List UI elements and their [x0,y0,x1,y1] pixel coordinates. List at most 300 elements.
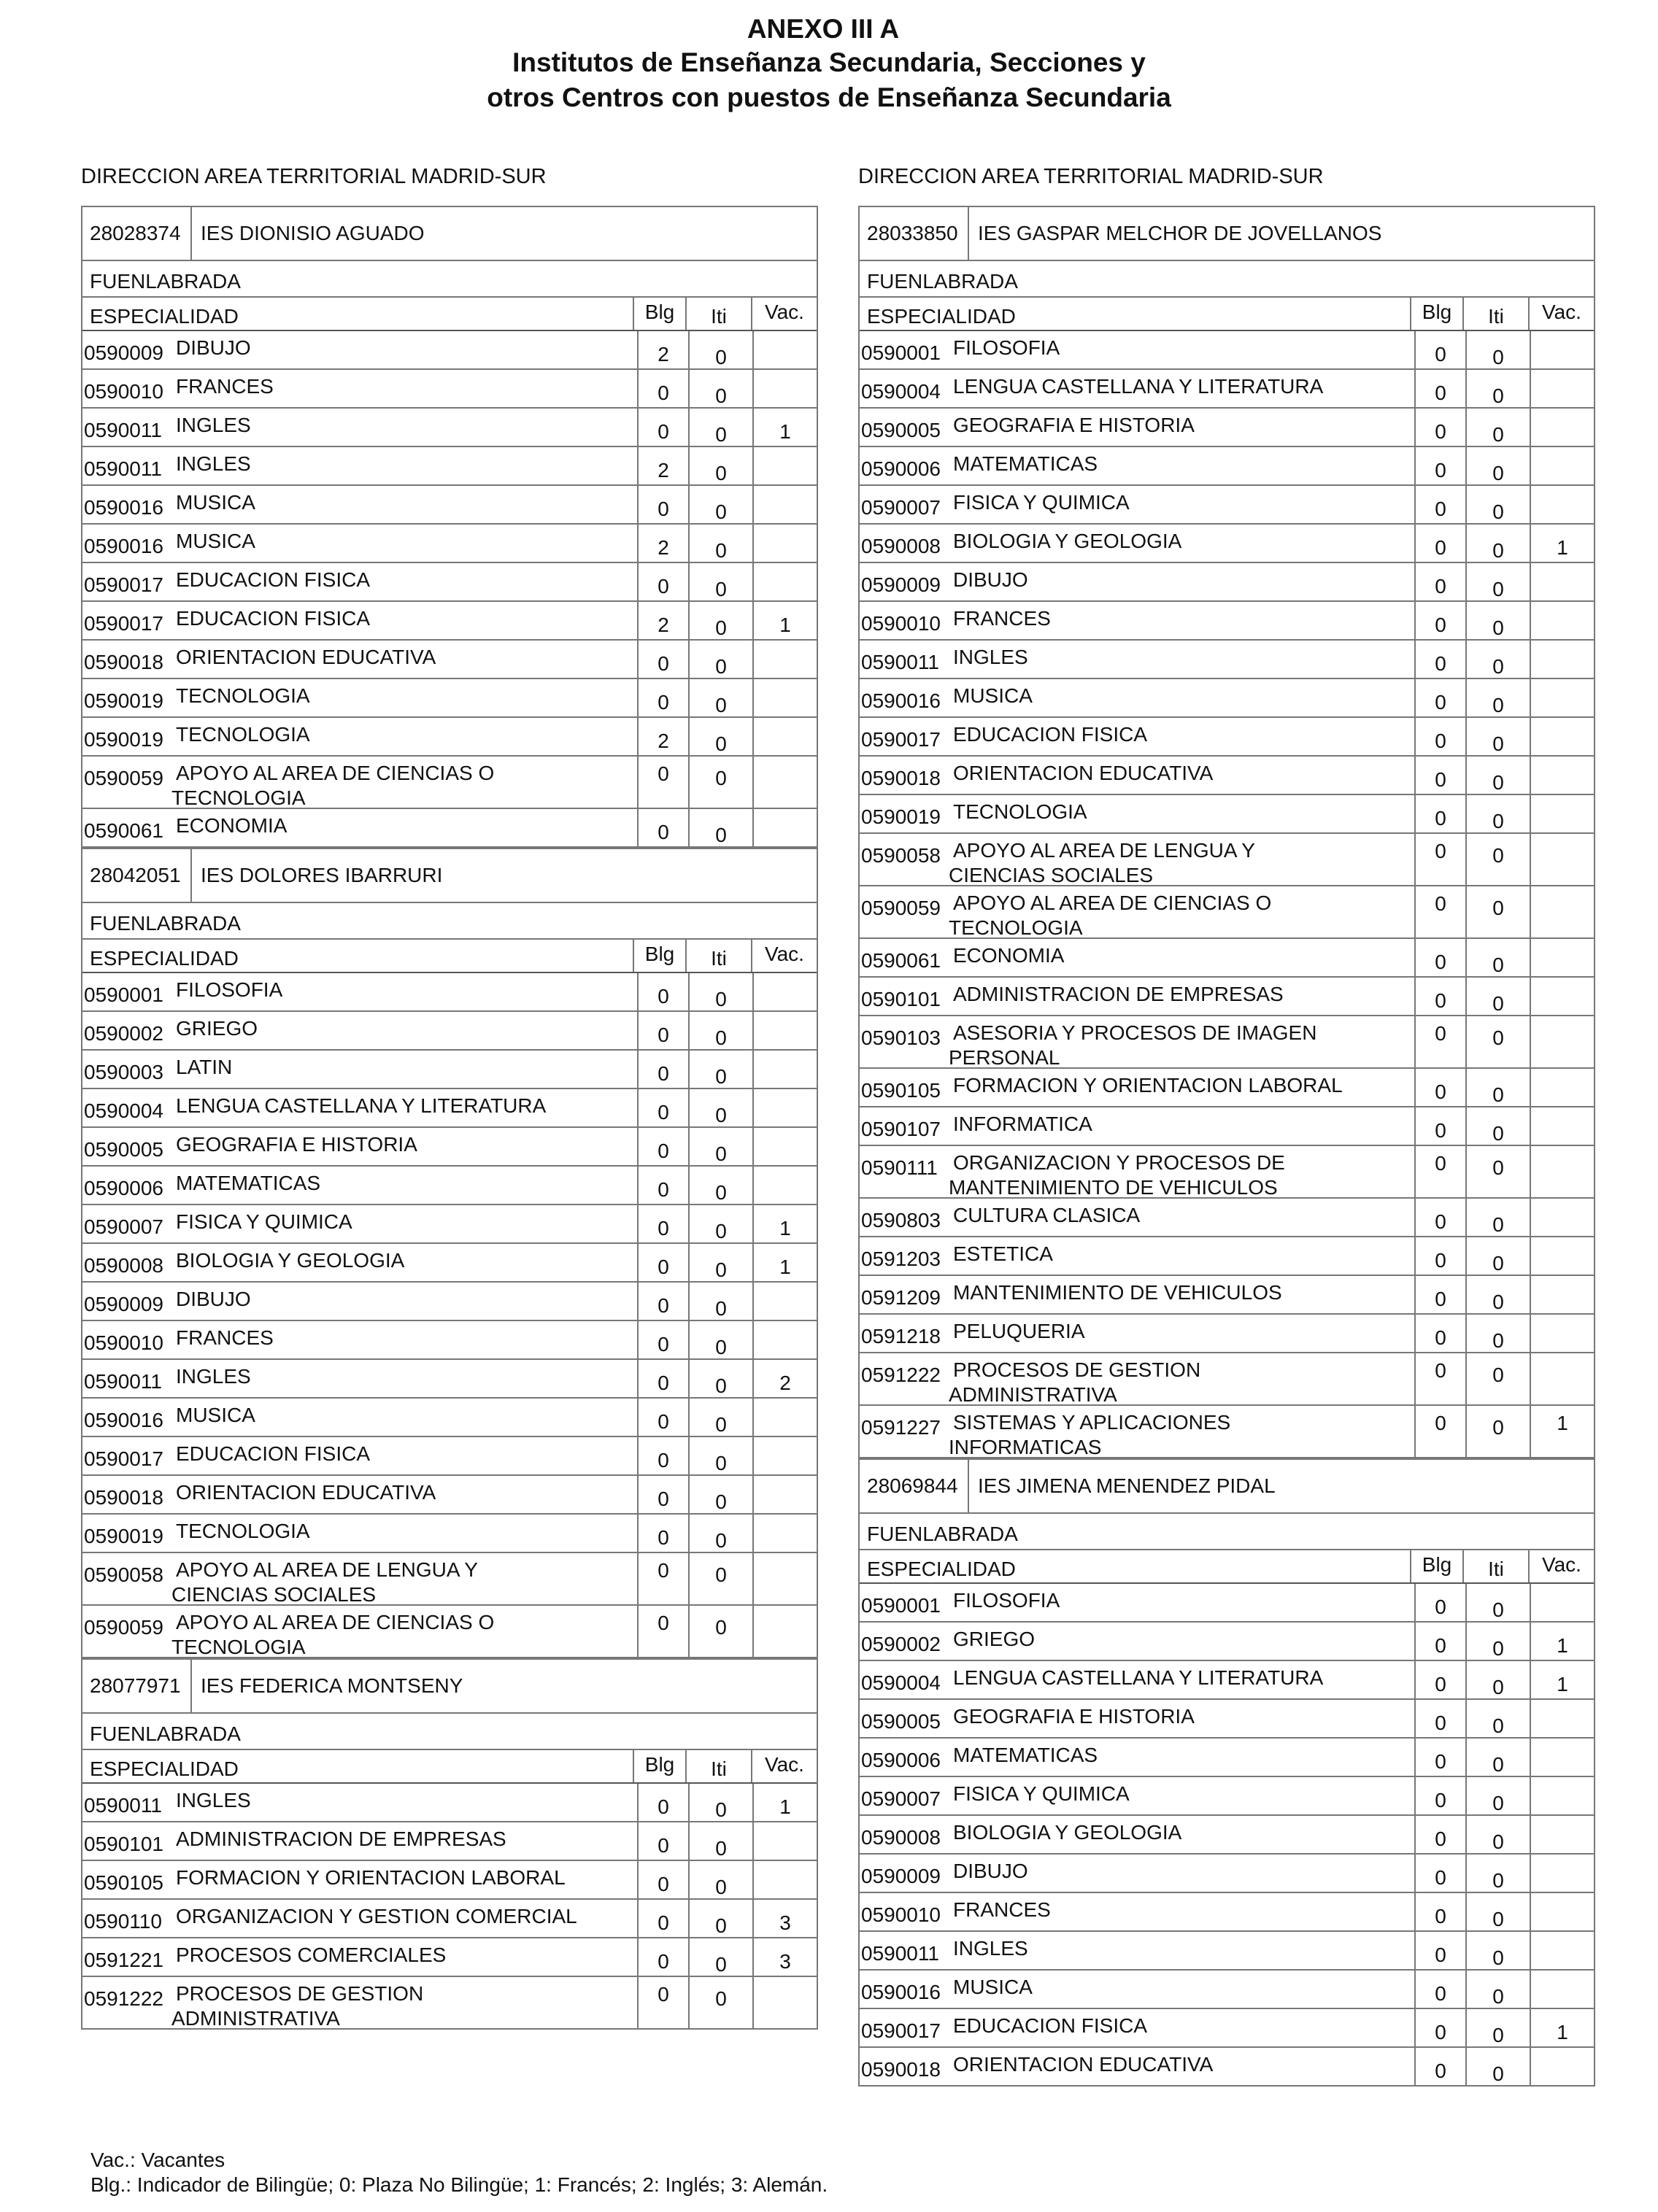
vac-value: 1 [1530,1623,1594,1660]
table-row [860,1700,1594,1739]
table-row [82,602,817,641]
center-name: IES GASPAR MELCHOR DE JOVELLANOS [978,222,1382,244]
table-header [82,298,817,331]
specialty-code: 0590008 [861,1826,941,1849]
blg-value: 2 [637,447,688,484]
vac-value: 1 [752,1244,817,1281]
specialty-name-line1: TECNOLOGIA [176,684,310,707]
iti-value: 0 [688,1167,752,1204]
table-row [860,1146,1594,1199]
iti-value: 0 [688,718,752,755]
specialty-name-line1: FILOSOFIA [953,1589,1060,1612]
vac-value [1530,1739,1594,1776]
specialty-code: 0591203 [861,1248,941,1270]
vac-value [752,757,817,808]
area-label: DIRECCION AREA TERRITORIAL MADRID-SUR [858,165,1324,188]
blg-value: 0 [1414,602,1465,639]
table-row [82,809,817,848]
specialty-name [176,1205,637,1242]
iti-value: 0 [688,1515,752,1552]
specialty-code: 0590006 [861,1749,941,1771]
iti-value: 0 [1465,2048,1530,2085]
table-row [860,1315,1594,1353]
specialty-name-line1: GEOGRAFIA E HISTORIA [953,414,1195,436]
table-row [860,1739,1594,1777]
document-header [0,13,1658,115]
specialty-name-line2: INFORMATICAS [949,1436,1102,1458]
specialty-name-line1: MUSICA [953,684,1033,707]
header-vac: Vac. [751,1750,817,1782]
specialty-name-line1: BIOLOGIA Y GEOLOGIA [953,1821,1182,1844]
vac-value [752,1051,817,1088]
specialty-name [953,1584,1414,1621]
iti-value: 0 [688,602,752,639]
iti-value: 0 [1465,1777,1530,1814]
specialty-name-line1: TECNOLOGIA [953,800,1087,823]
iti-value: 0 [688,1089,752,1126]
table-row [860,1406,1594,1458]
blg-value: 0 [1414,1276,1465,1313]
table-row [860,1584,1594,1623]
specialty-code: 0590017 [84,1447,164,1470]
vac-value [1530,331,1594,368]
vac-value [752,641,817,678]
specialty-name-line1: MUSICA [176,491,255,514]
table-row [82,1938,817,1977]
table-row [860,1816,1594,1855]
header-vac: Vac. [751,298,817,330]
table-row [82,1515,817,1553]
specialty-name-line1: APOYO AL AREA DE CIENCIAS O [953,892,1272,914]
header-especialidad: ESPECIALIDAD [867,305,1016,328]
blg-value: 0 [637,1167,688,1204]
vac-value: 1 [1530,1406,1594,1457]
center-table [81,206,818,848]
specialty-name-line1: ESTETICA [953,1242,1053,1265]
blg-value: 0 [637,1089,688,1126]
area-label: DIRECCION AREA TERRITORIAL MADRID-SUR [81,165,547,188]
table-row [860,641,1594,679]
vac-value [1530,1971,1594,2008]
specialty-code: 0590058 [861,844,941,867]
table-row [860,1971,1594,2009]
vac-value [1530,1855,1594,1892]
iti-value: 0 [1465,1276,1530,1313]
table-row [860,1777,1594,1816]
specialty-name-line2: CIENCIAS SOCIALES [171,1583,377,1606]
specialty-name-line1: APOYO AL AREA DE LENGUA Y [953,839,1255,862]
blg-value: 0 [1414,563,1465,600]
specialty-name-line1: MUSICA [176,530,255,552]
center-header [82,1658,817,1714]
specialty-name [953,1739,1414,1776]
blg-value: 0 [1414,1107,1465,1145]
iti-value: 0 [688,1822,752,1860]
vac-value [1530,1932,1594,1969]
specialty-name [176,1476,637,1513]
specialty-name [953,370,1414,407]
blg-value: 0 [637,1128,688,1165]
specialty-name-line1: LENGUA CASTELLANA Y LITERATURA [953,1666,1324,1689]
specialty-name [949,834,1414,886]
iti-value: 0 [688,370,752,407]
table-row [860,370,1594,409]
iti-value: 0 [1465,757,1530,794]
table-row [860,978,1594,1016]
table-row [860,1932,1594,1971]
specialty-code: 0590007 [861,1787,941,1810]
blg-value: 0 [1414,447,1465,484]
specialty-name [953,795,1414,832]
table-row [860,563,1594,602]
blg-value: 0 [1414,1315,1465,1352]
blg-value: 0 [1414,1816,1465,1853]
specialty-name-line1: ECONOMIA [953,944,1065,967]
table-row [860,1069,1594,1107]
blg-value: 0 [637,679,688,716]
legend-footer [90,2148,828,2197]
vac-value [752,1437,817,1474]
specialty-code: 0590018 [861,2058,941,2081]
specialty-name [953,1107,1414,1145]
iti-value: 0 [1465,486,1530,523]
specialty-name-line1: BIOLOGIA Y GEOLOGIA [176,1249,405,1272]
vac-value [1530,1777,1594,1814]
blg-value: 0 [1414,978,1465,1015]
vac-value [1530,1276,1594,1313]
header-blg: Blg [633,940,685,972]
vac-value [752,1515,817,1552]
specialty-code: 0590103 [861,1026,941,1049]
blg-value: 2 [637,525,688,562]
table-row [82,1360,817,1399]
iti-value: 0 [1465,1739,1530,1776]
vac-value [1530,679,1594,716]
specialty-code: 0590004 [861,1671,941,1694]
table-row [860,525,1594,563]
table-row [82,409,817,447]
vac-value [1530,1199,1594,1236]
table-row [860,757,1594,795]
blg-value: 0 [637,973,688,1010]
specialty-code: 0590007 [84,1215,164,1238]
specialty-name-line1: TECNOLOGIA [176,723,310,746]
specialty-name [953,1276,1414,1313]
blg-value: 2 [637,331,688,368]
vac-value [752,809,817,846]
table-row [82,1900,817,1938]
iti-value: 0 [688,679,752,716]
specialty-code: 0590008 [861,535,941,557]
specialty-name [953,486,1414,523]
iti-value: 0 [1465,1146,1530,1197]
header-vac: Vac. [1528,298,1594,330]
header-iti: Iti [685,298,751,330]
specialty-name-line1: ADMINISTRACION DE EMPRESAS [176,1828,506,1850]
blg-value: 0 [637,1321,688,1358]
iti-value: 0 [688,525,752,562]
specialty-name-line1: INGLES [953,646,1028,668]
blg-value: 0 [1414,1199,1465,1236]
iti-value: 0 [688,409,752,446]
table-row [860,2048,1594,2087]
specialty-name-line1: PELUQUERIA [953,1320,1085,1342]
town-label: FUENLABRADA [860,1514,1594,1550]
table-row [860,1199,1594,1237]
specialty-code: 0591222 [84,1987,164,2010]
center-code: 28077971 [82,1660,192,1712]
blg-value: 0 [637,1051,688,1088]
specialty-code: 0590061 [84,819,164,842]
center-table [81,1658,818,2030]
specialty-name-line1: INGLES [176,1789,251,1811]
specialty-name [953,1893,1414,1930]
specialty-code: 0590005 [861,419,941,441]
specialty-name-line1: INGLES [176,452,251,475]
header-blg: Blg [633,298,685,330]
specialty-name [953,525,1414,562]
header-especialidad: ESPECIALIDAD [90,1757,239,1780]
specialty-code: 0590008 [84,1254,164,1277]
vac-value [752,1167,817,1204]
specialty-name [176,1283,637,1320]
specialty-name [953,718,1414,755]
specialty-name-line1: INGLES [176,414,251,436]
iti-value: 0 [688,1437,752,1474]
vac-value [752,1861,817,1898]
specialty-code: 0590007 [861,496,941,519]
specialty-name [176,973,637,1010]
specialty-name-line1: FRANCES [176,1326,274,1349]
iti-value: 0 [1465,602,1530,639]
center-name: IES DOLORES IBARRURI [201,864,443,886]
vac-value [1530,486,1594,523]
blg-value: 0 [1414,1406,1465,1457]
iti-value: 0 [1465,886,1530,937]
iti-value: 0 [1465,1353,1530,1404]
specialty-name [176,718,637,755]
iti-value: 0 [1465,1016,1530,1067]
blg-value: 0 [1414,409,1465,446]
vac-value: 1 [1530,1661,1594,1698]
vac-value [1530,1016,1594,1067]
iti-value: 0 [688,331,752,368]
specialty-name [176,602,637,639]
iti-value: 0 [1465,525,1530,562]
iti-value: 0 [1465,641,1530,678]
iti-value: 0 [1465,331,1530,368]
specialty-code: 0590101 [861,988,941,1010]
vac-value [752,1321,817,1358]
specialty-name-line1: GRIEGO [176,1017,258,1040]
center-code: 28033850 [860,207,969,260]
iti-value: 0 [688,1051,752,1088]
specialty-code: 0590005 [861,1710,941,1733]
blg-value: 0 [637,1822,688,1860]
vac-value [1530,1315,1594,1352]
specialty-name [176,525,637,562]
iti-value: 0 [1465,447,1530,484]
vac-value [752,1822,817,1860]
blg-value: 0 [637,1437,688,1474]
specialty-name [176,563,637,600]
blg-value: 0 [637,409,688,446]
specialty-name [171,1977,637,2030]
vac-value: 3 [752,1938,817,1976]
specialty-name-line2: CIENCIAS SOCIALES [949,864,1154,886]
specialty-code: 0591222 [861,1364,941,1386]
specialty-code: 0590002 [861,1633,941,1655]
specialty-code: 0590016 [861,689,941,712]
specialty-code: 0590011 [84,1370,162,1393]
specialty-name-line1: PROCESOS COMERCIALES [176,1944,447,1966]
vac-value [1530,1107,1594,1145]
blg-value: 0 [637,641,688,678]
vac-value: 1 [752,602,817,639]
table-row [82,1861,817,1900]
header-iti: Iti [685,1750,751,1782]
table-row [82,525,817,563]
table-row [860,1661,1594,1700]
blg-value: 0 [637,809,688,846]
iti-value: 0 [688,1476,752,1513]
specialty-code: 0590019 [861,805,941,828]
specialty-name-line1: FISICA Y QUIMICA [176,1210,352,1233]
specialty-name-line1: FILOSOFIA [953,336,1060,359]
table-row [860,795,1594,834]
vac-value: 1 [1530,2009,1594,2046]
left-column [81,161,818,2030]
specialty-code: 0590009 [84,341,164,364]
table-row [860,2009,1594,2048]
town-label: FUENLABRADA [82,261,817,298]
table-row [82,1606,817,1658]
table-row [82,1321,817,1360]
iti-value: 0 [1465,1107,1530,1145]
blg-value: 0 [1414,834,1465,885]
blg-value: 0 [1414,1932,1465,1969]
vac-value [1530,834,1594,885]
iti-value: 0 [1465,939,1530,976]
specialty-name-line1: INGLES [176,1365,251,1388]
table-row [860,1623,1594,1661]
iti-value: 0 [1465,1661,1530,1698]
iti-value: 0 [688,641,752,678]
table-row [82,1437,817,1476]
table-row [860,447,1594,486]
vac-value [752,1128,817,1165]
specialty-code: 0590009 [861,1865,941,1887]
specialty-code: 0590105 [861,1079,941,1102]
specialty-name [953,939,1414,976]
specialty-name-line1: INFORMATICA [953,1113,1092,1135]
specialty-name [176,1244,637,1281]
specialty-name-line1: FORMACION Y ORIENTACION LABORAL [176,1866,566,1889]
iti-value: 0 [1465,1069,1530,1106]
specialty-name-line1: ORIENTACION EDUCATIVA [953,2053,1214,2076]
blg-value: 0 [1414,1237,1465,1275]
specialty-name-line1: MATEMATICAS [953,1744,1098,1766]
iti-value: 0 [688,563,752,600]
specialty-code: 0591209 [861,1286,941,1309]
specialty-name [953,1237,1414,1275]
blg-value: 0 [1414,886,1465,937]
specialty-name [953,1777,1414,1814]
specialty-name-line1: LENGUA CASTELLANA Y LITERATURA [953,375,1324,398]
table-row [82,331,817,370]
specialty-code: 0590004 [84,1099,164,1122]
iti-value: 0 [1465,1584,1530,1621]
specialty-name [176,809,637,846]
table-row [860,939,1594,978]
center-name: IES FEDERICA MONTSENY [201,1674,463,1697]
vac-value [1530,1893,1594,1930]
header-vac: Vac. [1528,1550,1594,1582]
specialty-name [176,331,637,368]
specialty-code: 0590001 [84,983,164,1006]
specialty-code: 0590059 [84,767,164,789]
specialty-name-line1: PROCESOS DE GESTION [953,1358,1201,1381]
center-header [860,1458,1594,1514]
specialty-name-line2: ADMINISTRATIVA [171,2007,340,2030]
specialty-name-line1: PROCESOS DE GESTION [176,1982,424,2005]
center-table [858,1458,1595,2087]
specialty-name-line1: SISTEMAS Y APLICACIONES [953,1411,1231,1434]
header-blg: Blg [1410,298,1462,330]
iti-value: 0 [1465,834,1530,885]
specialty-code: 0590017 [84,612,164,635]
table-row [82,1128,817,1167]
specialty-name [953,1932,1414,1969]
specialty-name [176,1128,637,1165]
specialty-name [949,1353,1414,1406]
center-table [858,206,1595,1458]
specialty-code: 0590019 [84,1525,164,1547]
vac-value [752,718,817,755]
specialty-name-line1: EDUCACION FISICA [176,1442,371,1465]
iti-value: 0 [1465,2009,1530,2046]
specialty-name-line1: DIBUJO [176,336,251,359]
blg-value: 0 [1414,1661,1465,1698]
vac-value [752,486,817,523]
document-subtitle-line2: otros Centros con puestos de Enseñanza Secundaria [487,82,1171,112]
specialty-name-line1: APOYO AL AREA DE CIENCIAS O [176,1611,495,1633]
blg-value: 0 [637,757,688,808]
blg-value: 0 [637,1861,688,1898]
table-row [860,1016,1594,1069]
iti-value: 0 [688,1606,752,1657]
iti-value: 0 [688,973,752,1010]
specialty-code: 0590011 [861,651,939,673]
table-row [82,563,817,602]
document-subtitle-line1: Institutos de Enseñanza Secundaria, Secciones y [512,47,1146,77]
table-row [860,486,1594,525]
table-row [82,1553,817,1606]
iti-value: 0 [688,1784,752,1821]
blg-value: 0 [637,1244,688,1281]
blg-value: 0 [637,1784,688,1821]
blg-value: 0 [1414,939,1465,976]
vac-value: 1 [752,1784,817,1821]
iti-value: 0 [1465,1893,1530,1930]
specialty-name [176,1822,637,1860]
iti-value: 0 [688,1360,752,1397]
specialty-name-line1: FILOSOFIA [176,978,283,1001]
specialty-name [171,1606,637,1658]
center-name: IES JIMENA MENENDEZ PIDAL [978,1474,1276,1497]
iti-value: 0 [688,757,752,808]
blg-value: 0 [1414,1893,1465,1930]
